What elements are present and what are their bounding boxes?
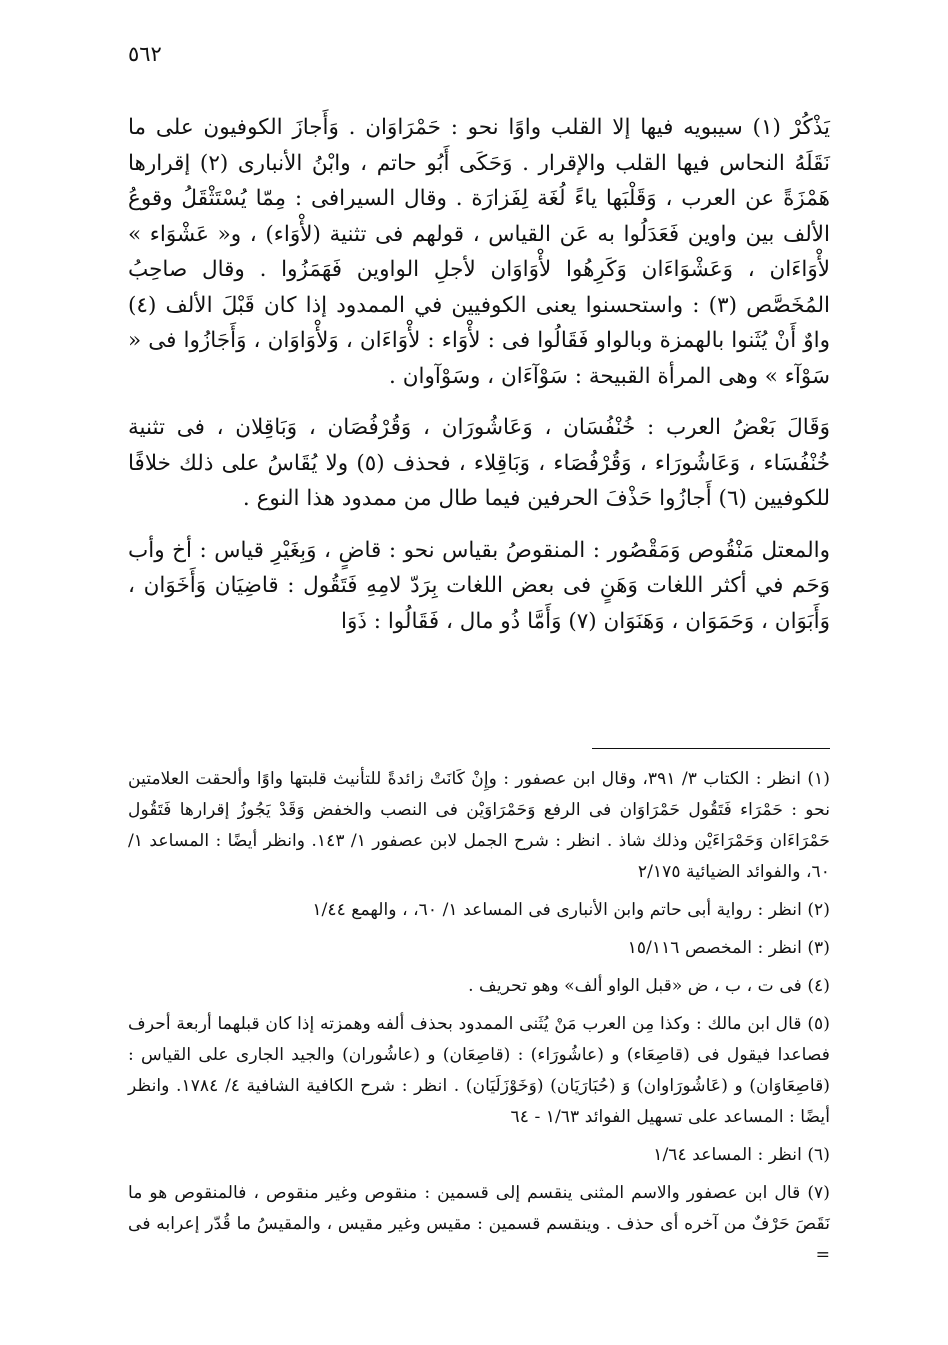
footnotes [128, 764, 830, 1278]
footnote-4: (٤) فى ت ، ب ، ض «قبل الواو ألف» وهو تحريف . [468, 976, 830, 996]
paragraph-1: يَذْكُرْ (١) سيبويه فيها إلا القلب واوًا نحو : حَمْرَاوَان . وَأَجازَ الكوفيون على ما نَقَلَهُ النحاس فيها القلب والإقرار . وَحَكَى أَبُو حاتم ، وابْنُ الأنبارى (٢) إقرارها هَمْزَةً عن العرب ، وَقَلْبَها ياءً لُغَة لِفَزارَة . وقال السيرافى : مِمّا يُسْتَثْقَلُ وقوعُ الألف بين واوين فَعَدَلُوا به عَن القياس ، قولهم فى تثنية (لأْوَاء) ، و« عَشْوَاء » لأْوَاءَان ، وَعَشْوَاءَان وَكَرِهُوا لأْوَاوَان لأجلِ الواوين فَهَمَزُوا . وقال صاحِبُ المُخَصَّص (٣) : واستحسنوا يعنى الكوفيين في الممدود إذا كان قَبْلَ الألف (٤) واوٌ أَنْ يُثَنوا بالهمزة وبالواو فَقَالُوا فى : لأْوَاء : لأْوَاءَان ، وَلأْوَاوَان ، وَأَجَازُوا فى « سَوْآء » وهى المرأة القبيحة : سَوْآءَان ، وسَوْآوان . [128, 115, 831, 389]
footnote-5: (٥) قال ابن مالك : وكذا مِن العرب مَنْ يُثَنى الممدود بحذف ألفه وهمزته إذا كان قبلهما أربعة أحرف فصاعدا فيقول فى (قاصِعَاء) و (عاشُورَاء) : (قاصِعَان) و (عاشُوران) والجيد الجارى على القياس : (قاصِعَاوَان) و (عَاشُورَاوان) وَ (حُبَارَيَان) (وَخَوْزَلَيَان) . انظر : شرح الكافية الشافية ٤/ ١٧٨٤. وانظر أيضًا : المساعد على تسهيل الفوائد ١/٦٣ - ٦٤ [128, 1014, 830, 1127]
main-text [128, 110, 830, 655]
footnote-6: (٦) انظر : المساعد ١/٦٤ [653, 1145, 830, 1165]
footnote-1: (١) انظر : الكتاب ٣/ ٣٩١، وقال ابن عصفور : وإِنْ كَانَتْ زائدةً للتأنيث قلبتها واوًا وألحقت العلامتين نحو : حَمْرَاء فَتَقُول حَمْرَاوَان فى الرفع وَحَمْرَاوَيْن فى النصب والخفض وَقَدْ يَجُوزُ إقرارها فَتَقُول حَمْرَاءَان وَحَمْرَاءَيْن وذلك شاذ . انظر : شرح الجمل لابن عصفور ١/ ١٤٣. وانظر أيضًا : المساعد ١/ ٦٠، والفوائد الضيائية ٢/١٧٥ [128, 769, 830, 882]
footnote-7: (٧) قال ابن عصفور والاسم المثنى ينقسم إلى قسمين : منقوص وغير منقوص ، فالمنقوص هو ما نَقَصَ حَرْفٌ من آخره أى حذف . وينقسم قسمين : مقيس وغير مقيس ، والمقيسُ ما قُدّر إعرابه فى = [128, 1183, 830, 1265]
page-number: ٥٦٢ [128, 42, 162, 66]
paragraph-2: وَقَالَ بَعْضُ العرب : خُنْفُسَان ، وَعَاشُورَان ، وَقُرْفُصَان ، وَبَاقِلان ، فى تثنية خُنْفُسَاء ، وَعَاشُورَاء ، وَقُرْفُصَاء ، وَبَاقِلاء ، فحذف (٥) ولا يُقَاسُ على ذلك خلافًا للكوفيين (٦) أَجازُوا حَذْفَ الحرفين فيما طال من ممدود هذا النوع . [128, 415, 831, 511]
footnote-2: (٢) انظر : رواية أبى حاتم وابن الأنبارى فى المساعد ١/ ٦٠، ، والهمع ١/٤٤ [312, 900, 830, 920]
paragraph-3: والمعتل مَنْقُوص وَمَقْصُور : المنقوصُ بقياس نحو : قاضٍ ، وَبِغَيْرِ قياس : أخ وأب وَحَم في أكثر اللغات وَهَنٍ فى بعض اللغات بِرَدّ لامِهِ فَتَقُول : قاضِيَان وَأَخَوَان ، وَأَبَوَان ، وَحَمَوَان ، وَهَنَوَان (٧) وَأَمَّا ذُو مال ، فَقَالُوا : ذَوَا [128, 537, 830, 634]
footnote-separator [592, 748, 830, 749]
footnote-3: (٣) انظر : المخصص ١٥/١١٦ [627, 938, 830, 958]
